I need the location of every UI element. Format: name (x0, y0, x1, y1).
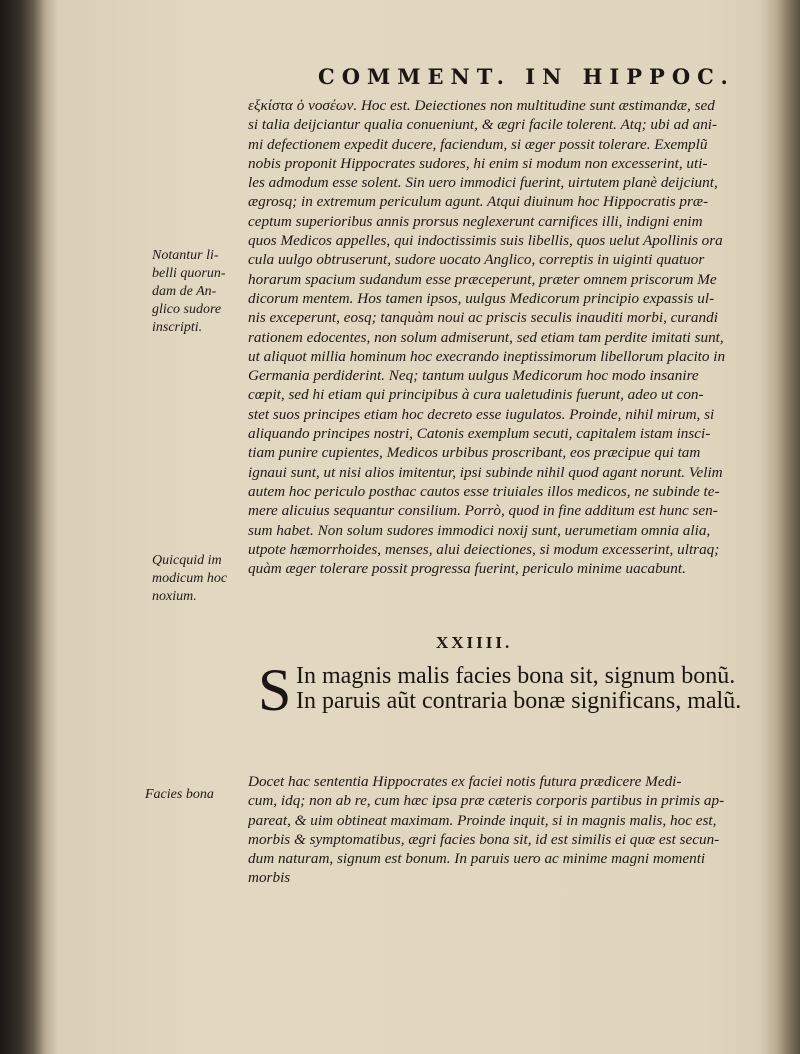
text-line: mi defectionem expedit ducere, faciendum, si æger possit tolerare. Exemplũ (248, 135, 708, 153)
text-line: dum naturam, signum est bonum. In paruis uero ac minime magni momenti (248, 850, 706, 868)
margin-note-immodicum (152, 552, 244, 606)
text-line: pareat, & uim obtineat maximam. Proinde inquit, si in magnis malis, hoc est, (248, 811, 717, 829)
text-line: cum, idq; non ab re, cum hæc ipsa præ cæteris corporis partibus in primis ap- (248, 792, 725, 810)
text-line: quàm æger tolerare possit progressa fuerint, periculo minime uacabunt. (248, 560, 686, 578)
commentary-paragraph (248, 96, 768, 578)
running-header: COMMENT. IN HIPPOC. (318, 64, 735, 89)
text-line: sum habet. Non solum sudores immodici noxij sunt, uerumetiam omnia alia, (248, 521, 711, 539)
text-line: quos Medicos appelles, qui indoctissimis suis libellis, quos uelut Apollinis ora (248, 232, 723, 250)
text-line: εξκίστα ὁ νοσέων. Hoc est. Deiectiones non multitudine sunt æstimandæ, sed (248, 97, 715, 114)
text-line: stet suos principes etiam hoc decreto esse iugulatos. Proinde, nihil mirum, si (248, 405, 715, 423)
margin-note-line: inscripti. (152, 320, 203, 335)
text-line: ægrosq; in extremum periculum agunt. Atqui diuinum hoc Hippocratis præ- (248, 193, 709, 211)
margin-note-anglico-sudore (152, 247, 244, 337)
margin-note-line: belli quorun- (152, 266, 226, 281)
text-line: Germania perdiderint. Neq; tantum uulgus Medicorum hoc modo insanire (248, 367, 699, 385)
text-line: tiam punire cupientes, Medicos urbibus proscribant, eos præcipue qui tam (248, 444, 701, 462)
margin-note-line: dam de An- (152, 284, 217, 299)
text-line: autem hoc periculo posthac cautos esse triuiales illos medicos, ne subinde te- (248, 482, 720, 500)
text-line: morbis & symptomatibus, ægri facies bona sit, id est similis ei quæ est secun- (248, 830, 720, 848)
aphorism-line-1: In magnis malis facies bona sit, signum bonũ. (296, 664, 736, 689)
text-line: aliquando principes nostri, Catonis exemplum secuti, capitalem istam insci- (248, 425, 711, 443)
margin-note-line: modicum hoc (152, 571, 228, 586)
text-line: ignaui sunt, ut nisi alios imitentur, ipsi subinde nihil quod agant norunt. Velim (248, 463, 723, 481)
text-line: dicorum mentem. Hos tamen ipsos, uulgus Medicorum principio expassis ul- (248, 289, 715, 307)
aphorism-text (296, 664, 776, 714)
text-line: cula uulgo obtruserunt, sudore uocato Anglico, correptis in uiginti quatuor (248, 251, 705, 269)
aphorism-number: XXIIII. (436, 633, 513, 652)
margin-note-line: noxium. (152, 589, 197, 604)
margin-note-line: Quicquid im (152, 553, 222, 568)
margin-note-facies-bona (145, 786, 237, 804)
text-line: rationem edocentes, non solum admiserunt, sed etiam tam perdite imitati sunt, (248, 328, 724, 346)
margin-note-line: Facies bona (145, 787, 214, 802)
text-line: nis exceperunt, eosq; tanquàm noui ac priscis seculis inauditi morbi, curandi (248, 309, 718, 327)
text-line: morbis (248, 869, 291, 887)
text-line: ut aliquot millia hominum hoc execrando ineptissimorum libellorum placito in (248, 347, 726, 365)
text-line: nobis proponit Hippocrates sudores, hi enim si modum non excesserint, uti- (248, 154, 708, 172)
text-line: utpote hæmorrhoides, menses, alui deiectiones, si modum excesserint, ultraq; (248, 540, 720, 558)
text-line: horarum spacium sudandum esse præceperunt, præter omnem priscorum Me (248, 270, 717, 288)
text-line: les admodum esse solent. Sin uero immodici fuerint, uirtutem planè deijciunt, (248, 174, 718, 192)
margin-note-line: glico sudore (152, 302, 222, 317)
text-line: mere alicuius sequantur consilium. Porrò, quod in fine additum est hunc sen- (248, 502, 718, 520)
text-line: ceptum superioribus annis prorsus neglexerunt carnifices illi, indigni enim (248, 212, 703, 230)
margin-note-line: Notantur li- (152, 248, 219, 263)
text-line: Docet hac sententia Hippocrates ex faciei notis futura prædicere Medi- (248, 773, 682, 790)
text-line: cœpit, sed hi etiam qui principibus à cura ualetudinis fuerunt, adeo ut con- (248, 386, 704, 404)
text-line: si talia deijciantur qualia conueniunt, & ægri facile tolerent. Atq; ubi ad ani- (248, 116, 718, 134)
drop-capital: S (258, 657, 292, 723)
aphorism-line-2: In paruis aũt contraria bonæ significans, malũ. (296, 689, 742, 714)
commentary-paragraph-2 (248, 772, 768, 888)
